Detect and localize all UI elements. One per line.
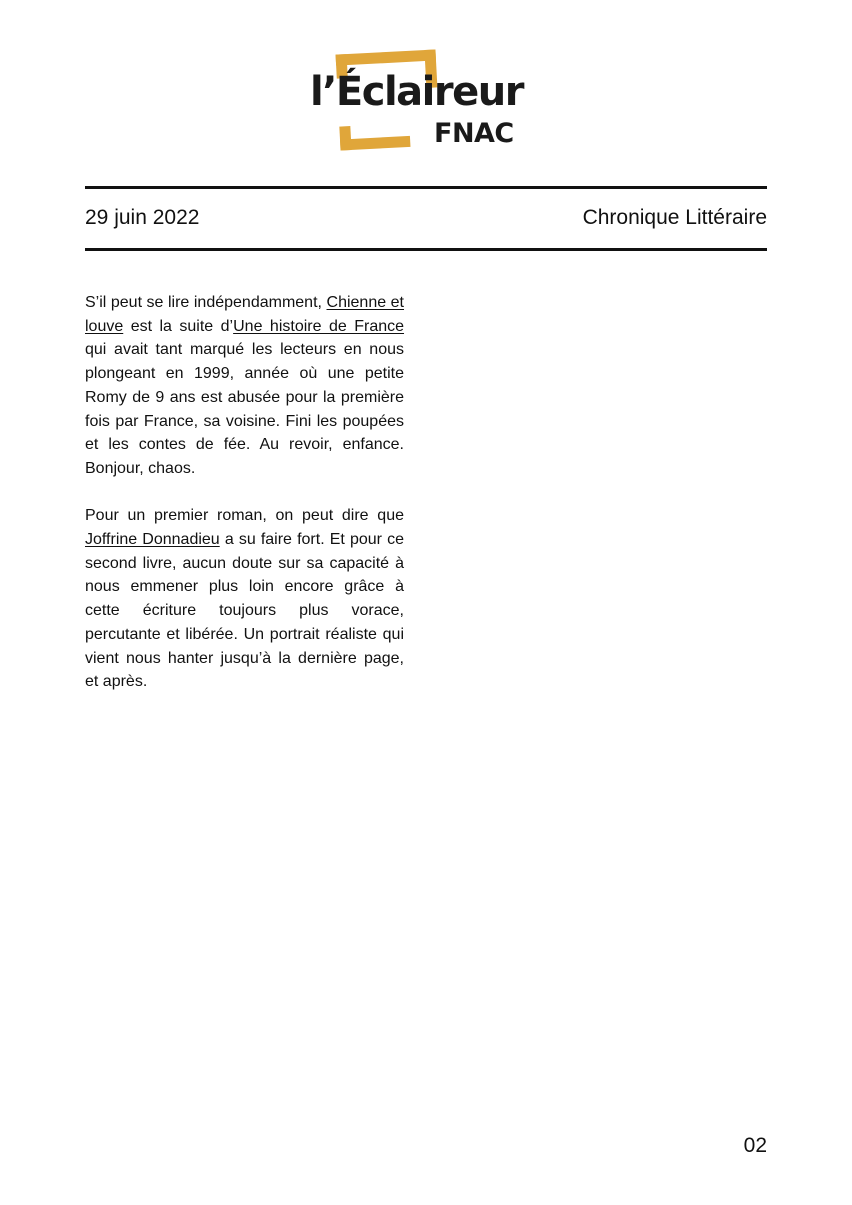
section-title: Chronique Littéraire — [582, 206, 767, 229]
page-number: 02 — [743, 1134, 767, 1157]
author-link-joffrine-donnadieu[interactable]: Joffrine Donnadieu — [85, 531, 220, 549]
article-body — [85, 291, 404, 718]
eclaireur-fnac-logo — [310, 50, 550, 150]
logo-subtitle: FNAC — [434, 118, 514, 149]
publication-date: 29 juin 2022 — [85, 206, 200, 229]
logo-title: l’Éclaireur — [310, 69, 523, 115]
paragraph-text: est la suite d’ — [123, 317, 234, 335]
paragraph-text: S’il peut se lire indépendamment, — [85, 294, 327, 311]
paragraph-text: qui avait tant marqué les lecteurs en nous plongeant en 1999, année où une petite Romy de 9 ans est abusée pour la première fois par France, sa voisine. Fini les poupées et les contes de fée. Au revoir, enfance. Bonjour, chaos. — [85, 341, 404, 477]
book-link-chienne-et-louve[interactable]: Chienne et louve — [85, 294, 405, 335]
article-paragraph — [85, 291, 404, 481]
book-link-une-histoire-de-france[interactable]: Une histoire de France — [233, 317, 405, 335]
paragraph-text: a su faire fort. Et pour ce second livre, aucun doute sur sa capacité à nous emmener plus loin encore grâce à cette écriture toujours plus vorace, percutante et libérée. Un portrait réaliste qui vient nous hanter jusqu’à la dernière page, et après. — [85, 531, 405, 691]
paragraph-text: Pour un premier roman, on peut dire que — [85, 507, 404, 525]
article-paragraph — [85, 504, 404, 694]
header-bottom-rule — [85, 248, 767, 251]
header-top-rule — [85, 186, 767, 189]
